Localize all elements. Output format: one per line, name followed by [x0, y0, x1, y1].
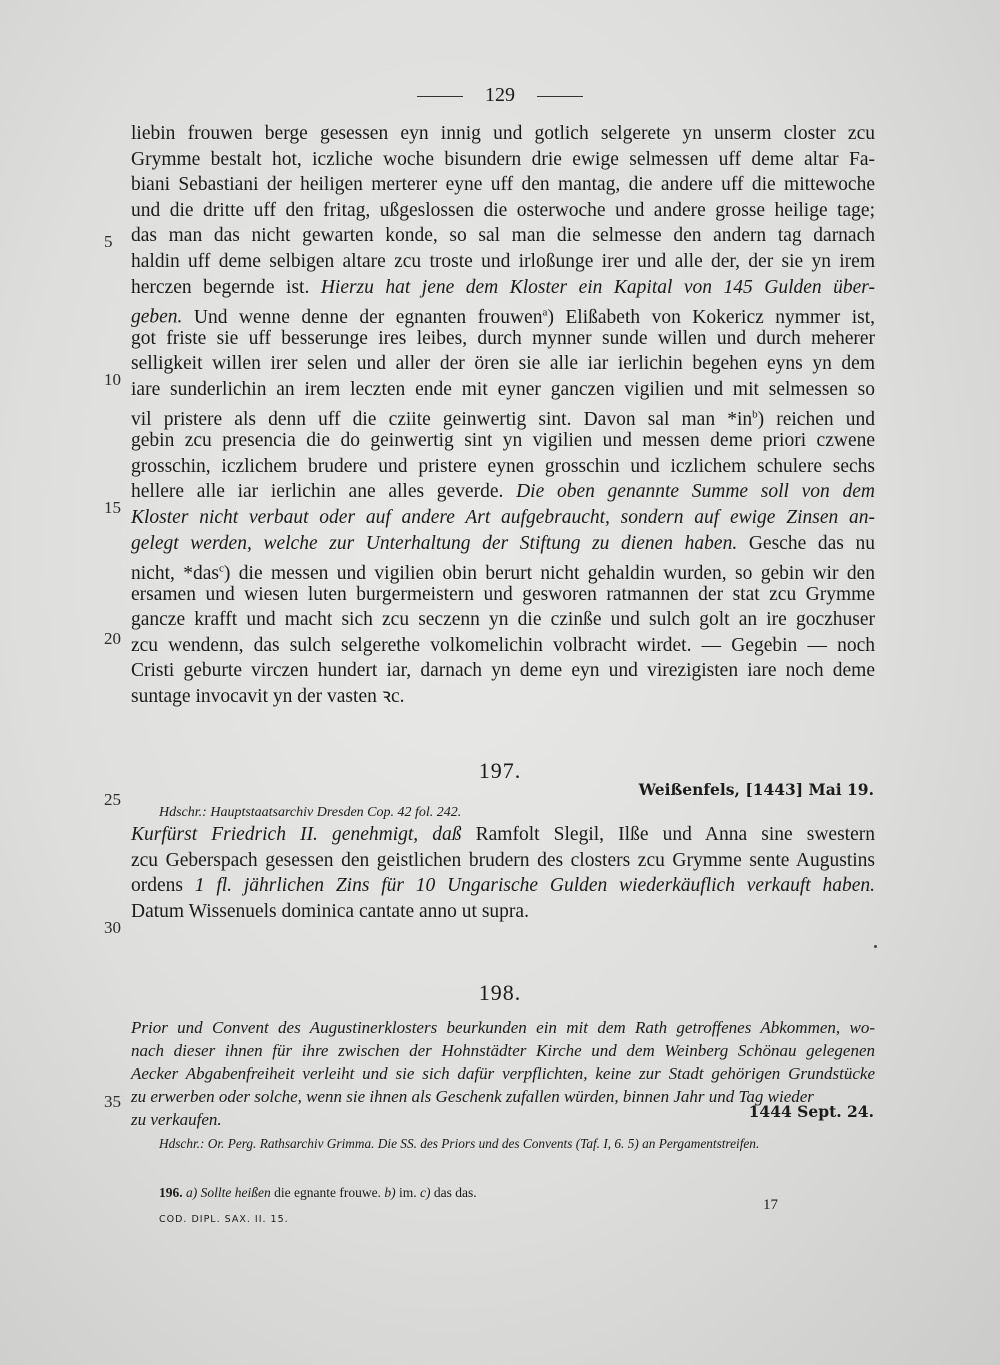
text-line: selligkeit willen irer selen und aller der ören sie alle iar ierlichin begehen eyns yn dem: [131, 353, 875, 375]
text-line: grosschin, iczlichem brudere und pristere eynen grosschin und iczlichem schulere sechs: [131, 455, 875, 477]
text-line: zcu Geberspach gesessen den geistlichen brudern des closters zcu Grymme sente Augustins: [131, 849, 875, 871]
text-line: zcu wendenn, das sulch selgerethe volkomelichin volbracht wirdet. — Gegebin — noch: [131, 634, 875, 656]
text-line: herczen begernde ist. Hierzu hat jene dem Kloster ein Kapital von 145 Gulden über-: [131, 276, 875, 298]
text-line: das man das nicht gewarten konde, so sal man die selmesse den andern tag darnach: [131, 225, 875, 247]
text-line: gancze krafft und macht sich zcu seczenn yn die czinße und sulch golt an ire goczhuser: [131, 609, 875, 631]
charter-197-number: 197.: [478, 758, 522, 783]
line-number-10: 10: [104, 370, 121, 389]
footnote-b-italic: b): [384, 1185, 396, 1200]
text-line: hellere alle iar ierlichin ane alles geverde. Die oben genannte Summe soll von dem: [131, 481, 875, 503]
regest-line: nach dieser ihnen für ihre zwischen der Hohnstädter Kirche und dem Weinberg Schönau gelegenen: [131, 1041, 875, 1060]
footnote-b-text: im.: [398, 1185, 417, 1200]
speck-mark: [874, 945, 877, 948]
regest-line: zu erwerben oder solche, wenn sie ihnen als Geschenk zufallen würden, binnen Jahr und Tag wieder: [131, 1087, 814, 1106]
charter-198-date: 1444 Sept. 24.: [748, 1102, 874, 1121]
text-line: iare sunderlichin an irem leczten ende mit eyner ganczen vigilien und mit selmessen so: [131, 378, 875, 400]
charter-197-place-date: Weißenfels, [1443] Mai 19.: [638, 780, 874, 799]
regest-line: Prior und Convent des Augustinerklosters beurkunden ein mit dem Rath getroffenes Abkommen, wo-: [131, 1018, 875, 1037]
text-line: ersamen und wiesen luten burgermeistern und gesworen ratmannen der stat zcu Grymme: [131, 583, 875, 605]
text-line: biani Sebastiani der heiligen merterer eyne uff den mantag, die andere uff die mittewoche: [131, 174, 875, 196]
line-number-35: 35: [104, 1092, 121, 1111]
charter-197-text: [131, 822, 875, 924]
line-number-5: 5: [104, 232, 113, 251]
text-line: Grymme bestalt hot, iczliche woche bisundern drie ewige selmessen uff deme altar Fa-: [131, 148, 875, 170]
sheet-signature: 17: [763, 1197, 778, 1213]
text-line: und die dritte uff den fritag, ußgeslossen die osterwoche und andere grosse heilige tage;: [131, 199, 875, 221]
regest-line: zu verkaufen.: [131, 1110, 222, 1129]
footnote-a-italic: a) Sollte heißen: [186, 1185, 271, 1200]
codex-reference: COD. DIPL. SAX. II. 15.: [159, 1214, 289, 1225]
text-line: Kurfürst Friedrich II. genehmigt, daß Ramfolt Slegil, Ilße und Anna sine swestern: [131, 824, 875, 845]
text-line: geben. Und wenne denne der egnanten frouwen$^a$) Elißabeth von Kokericz nymmer ist,: [131, 306, 875, 328]
text-line: liebin frouwen berge gesessen eyn innig und gotlich selgerete yn unserm closter zcu: [131, 123, 875, 144]
text-line: suntage invocavit yn der vasten ꝛc.: [131, 686, 405, 708]
header-rule-right: [537, 96, 583, 97]
line-number-15: 15: [104, 498, 121, 517]
footnote-a-text: die egnante frouwe.: [274, 1185, 381, 1200]
text-line: got friste sie uff besserunge ires leibes, durch mynner sunde willen und durch meherer: [131, 327, 875, 349]
footnote: [159, 1185, 477, 1201]
text-line: nicht, *das$^c$) die messen und vigilien obin berurt nicht gehaldin wurden, so gebin wir den: [131, 562, 876, 584]
footnote-c-italic: c): [419, 1185, 431, 1200]
line-number-20: 20: [104, 629, 121, 648]
footnote-ref: 196.: [159, 1185, 183, 1200]
line-number-30: 30: [104, 918, 121, 937]
text-line: vil pristere als denn uff die cziite geinwertig sint. Davon sal man $*in^b$) reichen und: [131, 408, 875, 431]
regest-line: Aecker Abgabenfreiheit verleiht und sie sich dafür verpflichten, keine zur Stadt gehörigen Grundstücke: [131, 1064, 875, 1083]
charter-198-source: Hdschr.: Or. Perg. Rathsarchiv Grimma. Die SS. des Priors und des Convents (Taf. I, 6. 5) an Pergamentstreifen.: [159, 1136, 760, 1151]
text-line: Cristi geburte virczen hundert iar, darnach yn deme eyn und virezigisten iare noch deme: [131, 660, 875, 682]
page-number: 129: [485, 84, 515, 106]
charter-196-text: [131, 121, 875, 710]
footnote-c-text: das das.: [433, 1185, 477, 1200]
text-line: Datum Wissenuels dominica cantate anno ut supra.: [131, 900, 529, 922]
text-line: ordens 1 fl. jährlichen Zins für 10 Ungarische Gulden wiederkäuflich verkauft haben.: [131, 875, 875, 897]
text-line: gelegt werden, welche zur Unterhaltung der Stiftung zu dienen haben. Gesche das nu: [131, 532, 875, 554]
charter-197-source: Hdschr.: Hauptstaatsarchiv Dresden Cop. 42 fol. 242.: [159, 805, 462, 820]
text-line: gebin zcu presencia die do geinwertig sint yn vigilien und messen deme priori czwene: [131, 430, 875, 452]
charter-198-number: 198.: [478, 980, 522, 1005]
text-line: Kloster nicht verbaut oder auf andere Art aufgebraucht, sondern auf ewige Zinsen an-: [131, 506, 875, 528]
text-line: haldin uff deme selbigen altare zcu troste und irloßunge irer und alle der, der sie yn irem: [131, 250, 875, 272]
page-header: [0, 84, 1000, 107]
line-number-25: 25: [104, 790, 121, 809]
header-rule-left: [417, 96, 463, 97]
